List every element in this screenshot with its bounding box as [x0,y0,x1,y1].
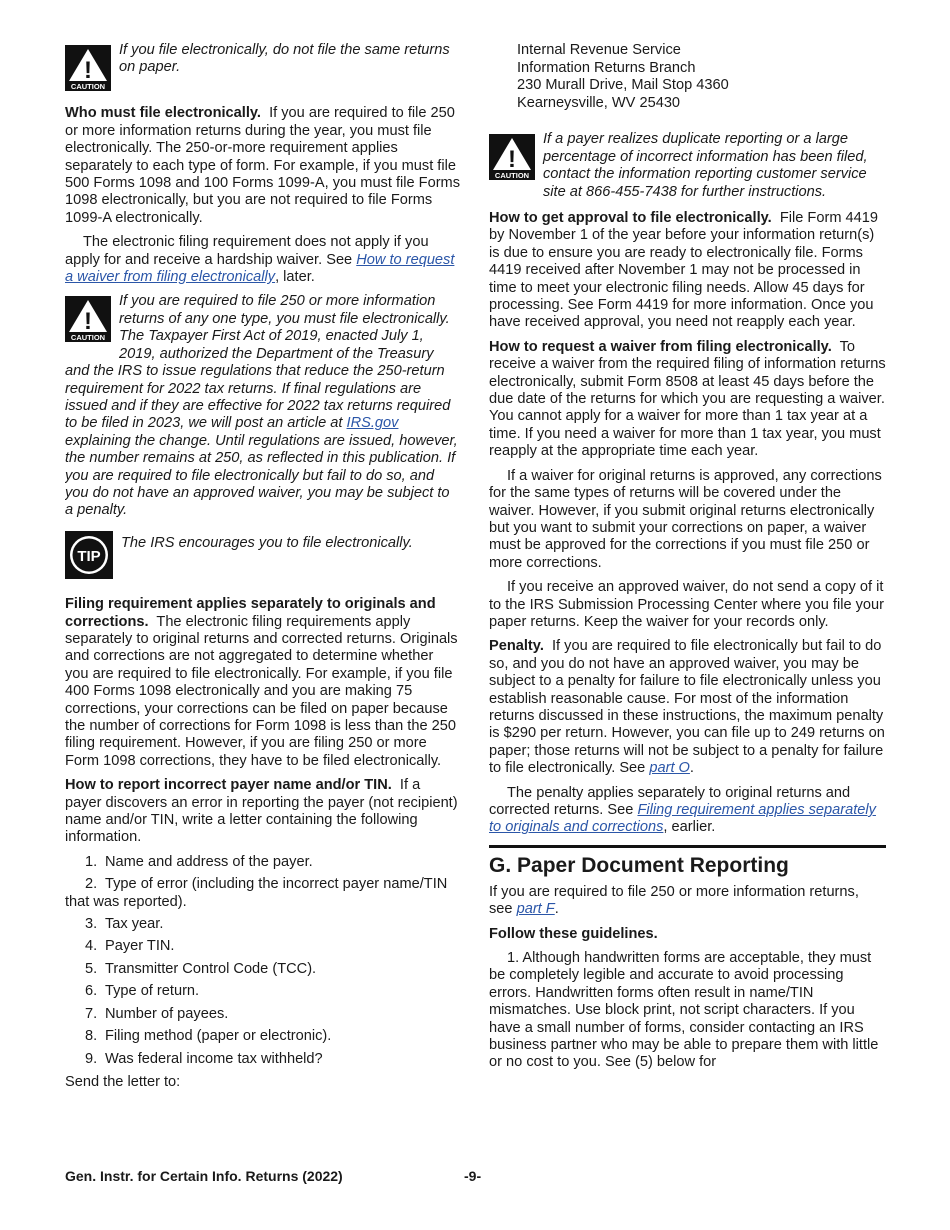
list-item: 7. Number of payees. [85,1005,229,1022]
footer-title: Gen. Instr. for Certain Info. Returns (2022) [65,1168,343,1184]
report-incorrect-paragraph [65,777,460,847]
filing-requirement-link[interactable]: Filing requirement applies separately to originals and corrections [489,802,876,836]
address-line: Internal Revenue Service [517,42,681,58]
penalty-separate-paragraph: The penalty applies separately to original returns and corrected returns. See Filing requirement applies separately to originals and corrections, earlier. [489,784,876,836]
list-item: 2. Type of error (including the incorrect payer name/TIN that was reported). [65,876,448,910]
page-number: -9- [464,1168,482,1184]
svg-text:CAUTION: CAUTION [70,82,106,91]
list-item: 1. Name and address of the payer. [85,853,313,870]
caution-notice-taxpayer-first-act [65,293,460,519]
filing-requirement-paragraph [65,596,460,770]
send-letter-text: Send the letter to: [65,1073,181,1090]
list-item: 5. Transmitter Control Code (TCC). [85,960,317,977]
svg-text:!: ! [84,308,92,336]
who-must-file-heading: Who must file electronically. [65,105,261,122]
penalty-heading: Penalty. [489,638,544,655]
address-line: Kearneysville, WV 25430 [517,94,681,111]
svg-text:!: ! [508,146,516,174]
list-item: 3. Tax year. [85,916,164,933]
caution-icon [65,45,111,96]
right-column [489,42,886,1079]
approval-heading: How to get approval to file electronically. [489,210,772,226]
svg-text:!: ! [84,57,92,84]
irs-mailing-address [489,42,886,112]
caution-icon [489,134,535,185]
who-must-file-paragraph [65,105,460,227]
list-item: 6. Type of return. [85,983,200,1000]
waiver-request-heading: How to request a waiver from filing electronically. [489,338,832,355]
waiver-request-paragraph [489,339,886,461]
report-incorrect-body: If a payer discovers an error in reporting the payer (not recipient) name and/or TIN, write a letter containing the following information. [65,777,458,846]
list-item: 9. Was federal income tax withheld? [85,1050,323,1067]
caution-text: If a payer realizes duplicate reporting or a large percentage of incorrect information has been filed, contact the information reporting customer service site at 866-455-7438 for further instructions. [543,131,868,200]
section-g-title: G. Paper Document Reporting [489,853,789,877]
waiver-corrections-paragraph: If a waiver for original returns is approved, any corrections for the same types of returns will be covered under the waiver. However, if you submit original returns electronically but you want to submit your corrections on paper, a waiver must be approved for the corrections if you must file 250 or more corrections. [489,467,882,571]
tip-icon [65,531,113,584]
part-o-link[interactable]: part O [649,760,690,777]
who-must-file-body: If you are required to file 250 or more information returns during the year, you must file electronically. The 250-or-more requirement applies separately to each type of form. For example, if you must file 500 Forms 1098 and 100 Forms 1099-A, you must file Forms 1098 electronically, but you are not required to file Forms 1099-A electronically. [65,105,461,226]
waiver-records-paragraph: If you receive an approved waiver, do not send a copy of it to the IRS Submission Processing Center where you file your paper returns. Keep the waiver for your records only. [489,579,885,630]
caution-icon [65,296,111,347]
tip-notice [65,529,460,584]
guideline-1: 1. Although handwritten forms are acceptable, they must be completely legible and accurate to avoid processing errors. Handwritten forms often result in name/TIN mismatches. Use block print, not script characters. If you have a small number of forms, consider contacting an IRS business partner who may be able to prepare them with little or no cost to you. See (5) below for [489,950,879,1071]
irs-gov-link[interactable]: IRS.gov [346,415,399,432]
part-f-link[interactable]: part F [516,901,555,918]
waiver-request-body: To receive a waiver from the required filing of information returns electronically, submit Form 8508 at least 45 days before the due date of the returns for which you are requesting a waiver. You cannot apply for a waiver for more than 1 tax year at a time. If you need a waiver for more than 1 tax year, you must reapply at the appropriate time each year. [489,338,886,460]
left-column [65,42,460,1098]
caution-notice-duplicate-paper [65,42,460,96]
guidelines-heading: Follow these guidelines. [489,925,658,942]
address-line: 230 Murall Drive, Mail Stop 4360 [517,77,729,94]
list-item: 8. Filing method (paper or electronic). [85,1028,332,1045]
tip-text: The IRS encourages you to file electronically. [121,534,413,551]
svg-text:CAUTION: CAUTION [70,333,106,343]
section-g-intro: If you are required to file 250 or more information returns, see part F. [489,883,859,918]
report-incorrect-heading: How to report incorrect payer name and/or TIN. [65,777,392,794]
list-item: 4. Payer TIN. [85,938,175,955]
section-divider [489,845,886,848]
caution-notice-duplicate-reporting [489,131,886,201]
svg-text:TIP: TIP [77,547,101,565]
filing-requirement-heading: Filing requirement applies separately to originals and corrections. [65,596,436,630]
caution-text: If you file electronically, do not file the same returns on paper. [119,42,450,76]
caution-text: If you are required to file 250 or more information returns of any one type, you must file electronically. The Taxpayer First Act of 2019, enacted July 1, 2019, authorized the Department of the Treasury and the IRS to issue regulations that reduce the 250-return requirement for 2022 tax returns. If final regulations are issued and if they are effective for 2022 tax returns required to be filed in 2023, we will post an article at IRS.gov explaining the change. Until regulations are issued, however, the number remains at 250, as reflected in this publication. If you are required to file electronically but fail to do so, and you do not have an approved waiver, you may be subject to a penalty. [65,293,458,519]
svg-text:CAUTION: CAUTION [494,171,530,181]
waiver-link[interactable]: How to request a waiver from filing electronically [65,251,455,286]
filing-requirement-body: The electronic filing requirements apply separately to original returns and corrected returns. Originals and corrections are not aggregated to determine whether you are required to file electronically. For example, if you file 400 Forms 1098 electronically and you are making 75 corrections, your corrections can be filed on paper because the number of corrections for Form 1098 is less than the 250 filing requirement. However, if you are filing 250 or more Form 1098 corrections, they have to be filed electronically. [65,613,458,769]
letter-contents-list [65,854,460,1068]
penalty-paragraph: Penalty. If you are required to file electronically but fail to do so, and you do not have an approved waiver, you may be subject to a penalty for failure to file electronically unless you establish reasonable cause. For most of the information returns discussed in these instructions, the maximum penalty is $290 per return. However, you can file up to 249 returns on paper; those returns will not be subject to a penalty for failure to file electronically. See part O. [489,638,885,777]
hardship-waiver-paragraph: The electronic filing requirement does not apply if you apply for and receive a hardship waiver. See How to request a waiver from filing electronically, later. [65,234,455,286]
address-line: Information Returns Branch [517,59,696,76]
approval-paragraph [489,210,886,332]
approval-body: File Form 4419 by November 1 of the year before your information return(s) is due to ensure you are ready to electronically file. Forms 4419 received after November 1 may not be processed in time to meet your electronic filing needs. Allow 45 days for processing. See Form 4419 for more information. Once you have received approval, you need not reapply each year. [489,210,878,331]
